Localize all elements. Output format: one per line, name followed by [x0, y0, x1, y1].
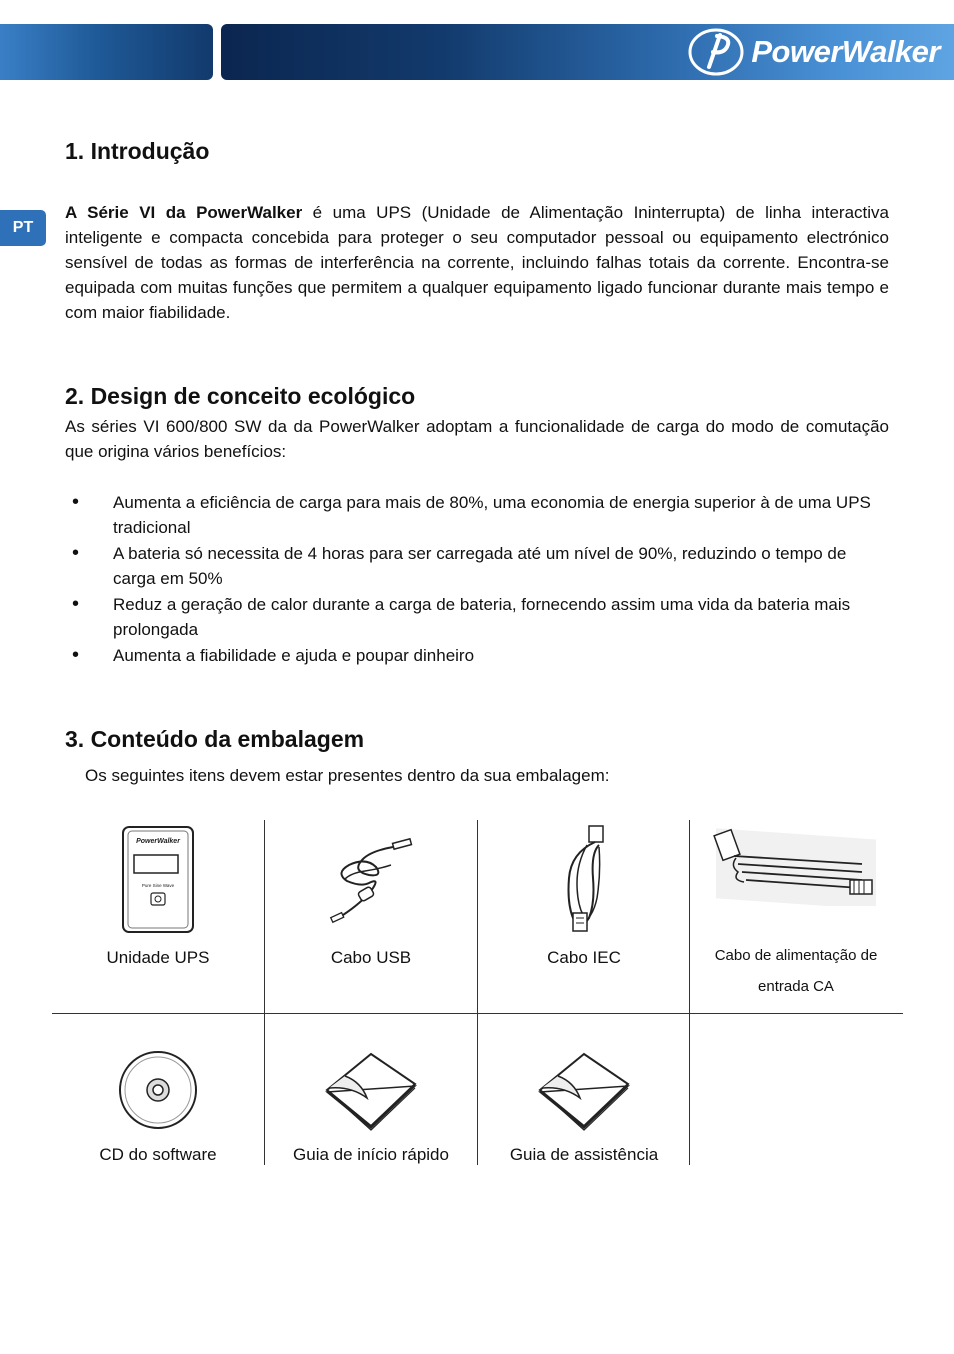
- intro-paragraph: [65, 200, 889, 325]
- item-label: Guia de início rápido: [293, 1145, 449, 1164]
- brand-name: PowerWalker: [751, 34, 940, 69]
- section-title-eco-design: 2. Design de conceito ecológico: [65, 383, 416, 409]
- ac-power-cable-icon: [712, 822, 880, 906]
- powerwalker-logo: [687, 27, 940, 77]
- section-title-package-contents: 3. Conteúdo da embalagem: [65, 726, 365, 752]
- list-item: • Reduz a geração de calor durante a carga de bateria, fornecendo assim uma vida da bateria mais prolongada: [65, 592, 889, 642]
- package-item-ac-power-cable: [690, 820, 902, 1002]
- package-intro: Os seguintes itens devem estar presentes dentro da sua embalagem:: [85, 766, 610, 785]
- list-item: • A bateria só necessita de 4 horas para ser carregada até um nível de 90%, reduzindo o tempo de carga em 50%: [65, 541, 889, 591]
- eco-paragraph: As séries VI 600/800 SW da da PowerWalker adoptam a funcionalidade de carga do modo de comutação que origina vários benefícios:: [65, 417, 889, 461]
- item-label: Cabo USB: [330, 948, 412, 967]
- cd-icon: [116, 1048, 200, 1132]
- package-item-assistance-guide: [478, 1042, 690, 1165]
- package-item-iec-cable: [478, 820, 690, 968]
- package-item-quick-guide: [265, 1042, 477, 1165]
- item-label: CD do software: [99, 1145, 217, 1164]
- intro-lead: A Série VI da PowerWalker: [65, 203, 303, 222]
- item-label: Guia de assistência: [509, 1145, 659, 1164]
- intro-body: é uma UPS (Unidade de Alimentação Ininterrupta) de linha interactiva inteligente e compacta concebida para proteger o seu computador pessoal ou equipamento electrónico sensível de todas as formas de interferência na corrente, incluindo falhas totais da corrente. Encontra-se equipada com muitas funções que permitem a qualquer equipamento ligado funcionar durante mais tempo e com maior fiabilidade.: [65, 203, 889, 322]
- item-label: Cabo IEC: [547, 948, 621, 967]
- package-contents-grid: [52, 820, 903, 1165]
- package-item-cd: [52, 1042, 264, 1165]
- header-left-bar: [0, 24, 213, 80]
- item-label: Unidade UPS: [106, 948, 210, 967]
- section-title-introduction: 1. Introdução: [65, 138, 210, 164]
- benefits-list: [65, 490, 889, 669]
- iec-cable-icon: [549, 823, 619, 938]
- ups-unit-icon: [120, 825, 196, 935]
- usb-cable-icon: [321, 835, 421, 925]
- item-label: Cabo de alimentação de: [714, 947, 878, 964]
- language-tab[interactable]: PT: [0, 210, 46, 246]
- grid-divider: [52, 1013, 903, 1014]
- ups-front-brand: PowerWalker: [136, 838, 180, 845]
- package-item-usb-cable: [265, 820, 477, 968]
- item-label: entrada CA: [758, 978, 834, 995]
- list-item: • Aumenta a eficiência de carga para mais de 80%, uma economia de energia superior à de uma UPS tradicional: [65, 490, 889, 540]
- powerwalker-logo-icon: [687, 27, 745, 77]
- package-item-ups: [52, 820, 264, 968]
- list-item: • Aumenta a fiabilidade e ajuda e poupar dinheiro: [65, 643, 889, 668]
- ups-front-label: Pure Sine Wave: [141, 883, 175, 888]
- manual-icon: [534, 1048, 634, 1132]
- manual-icon: [321, 1048, 421, 1132]
